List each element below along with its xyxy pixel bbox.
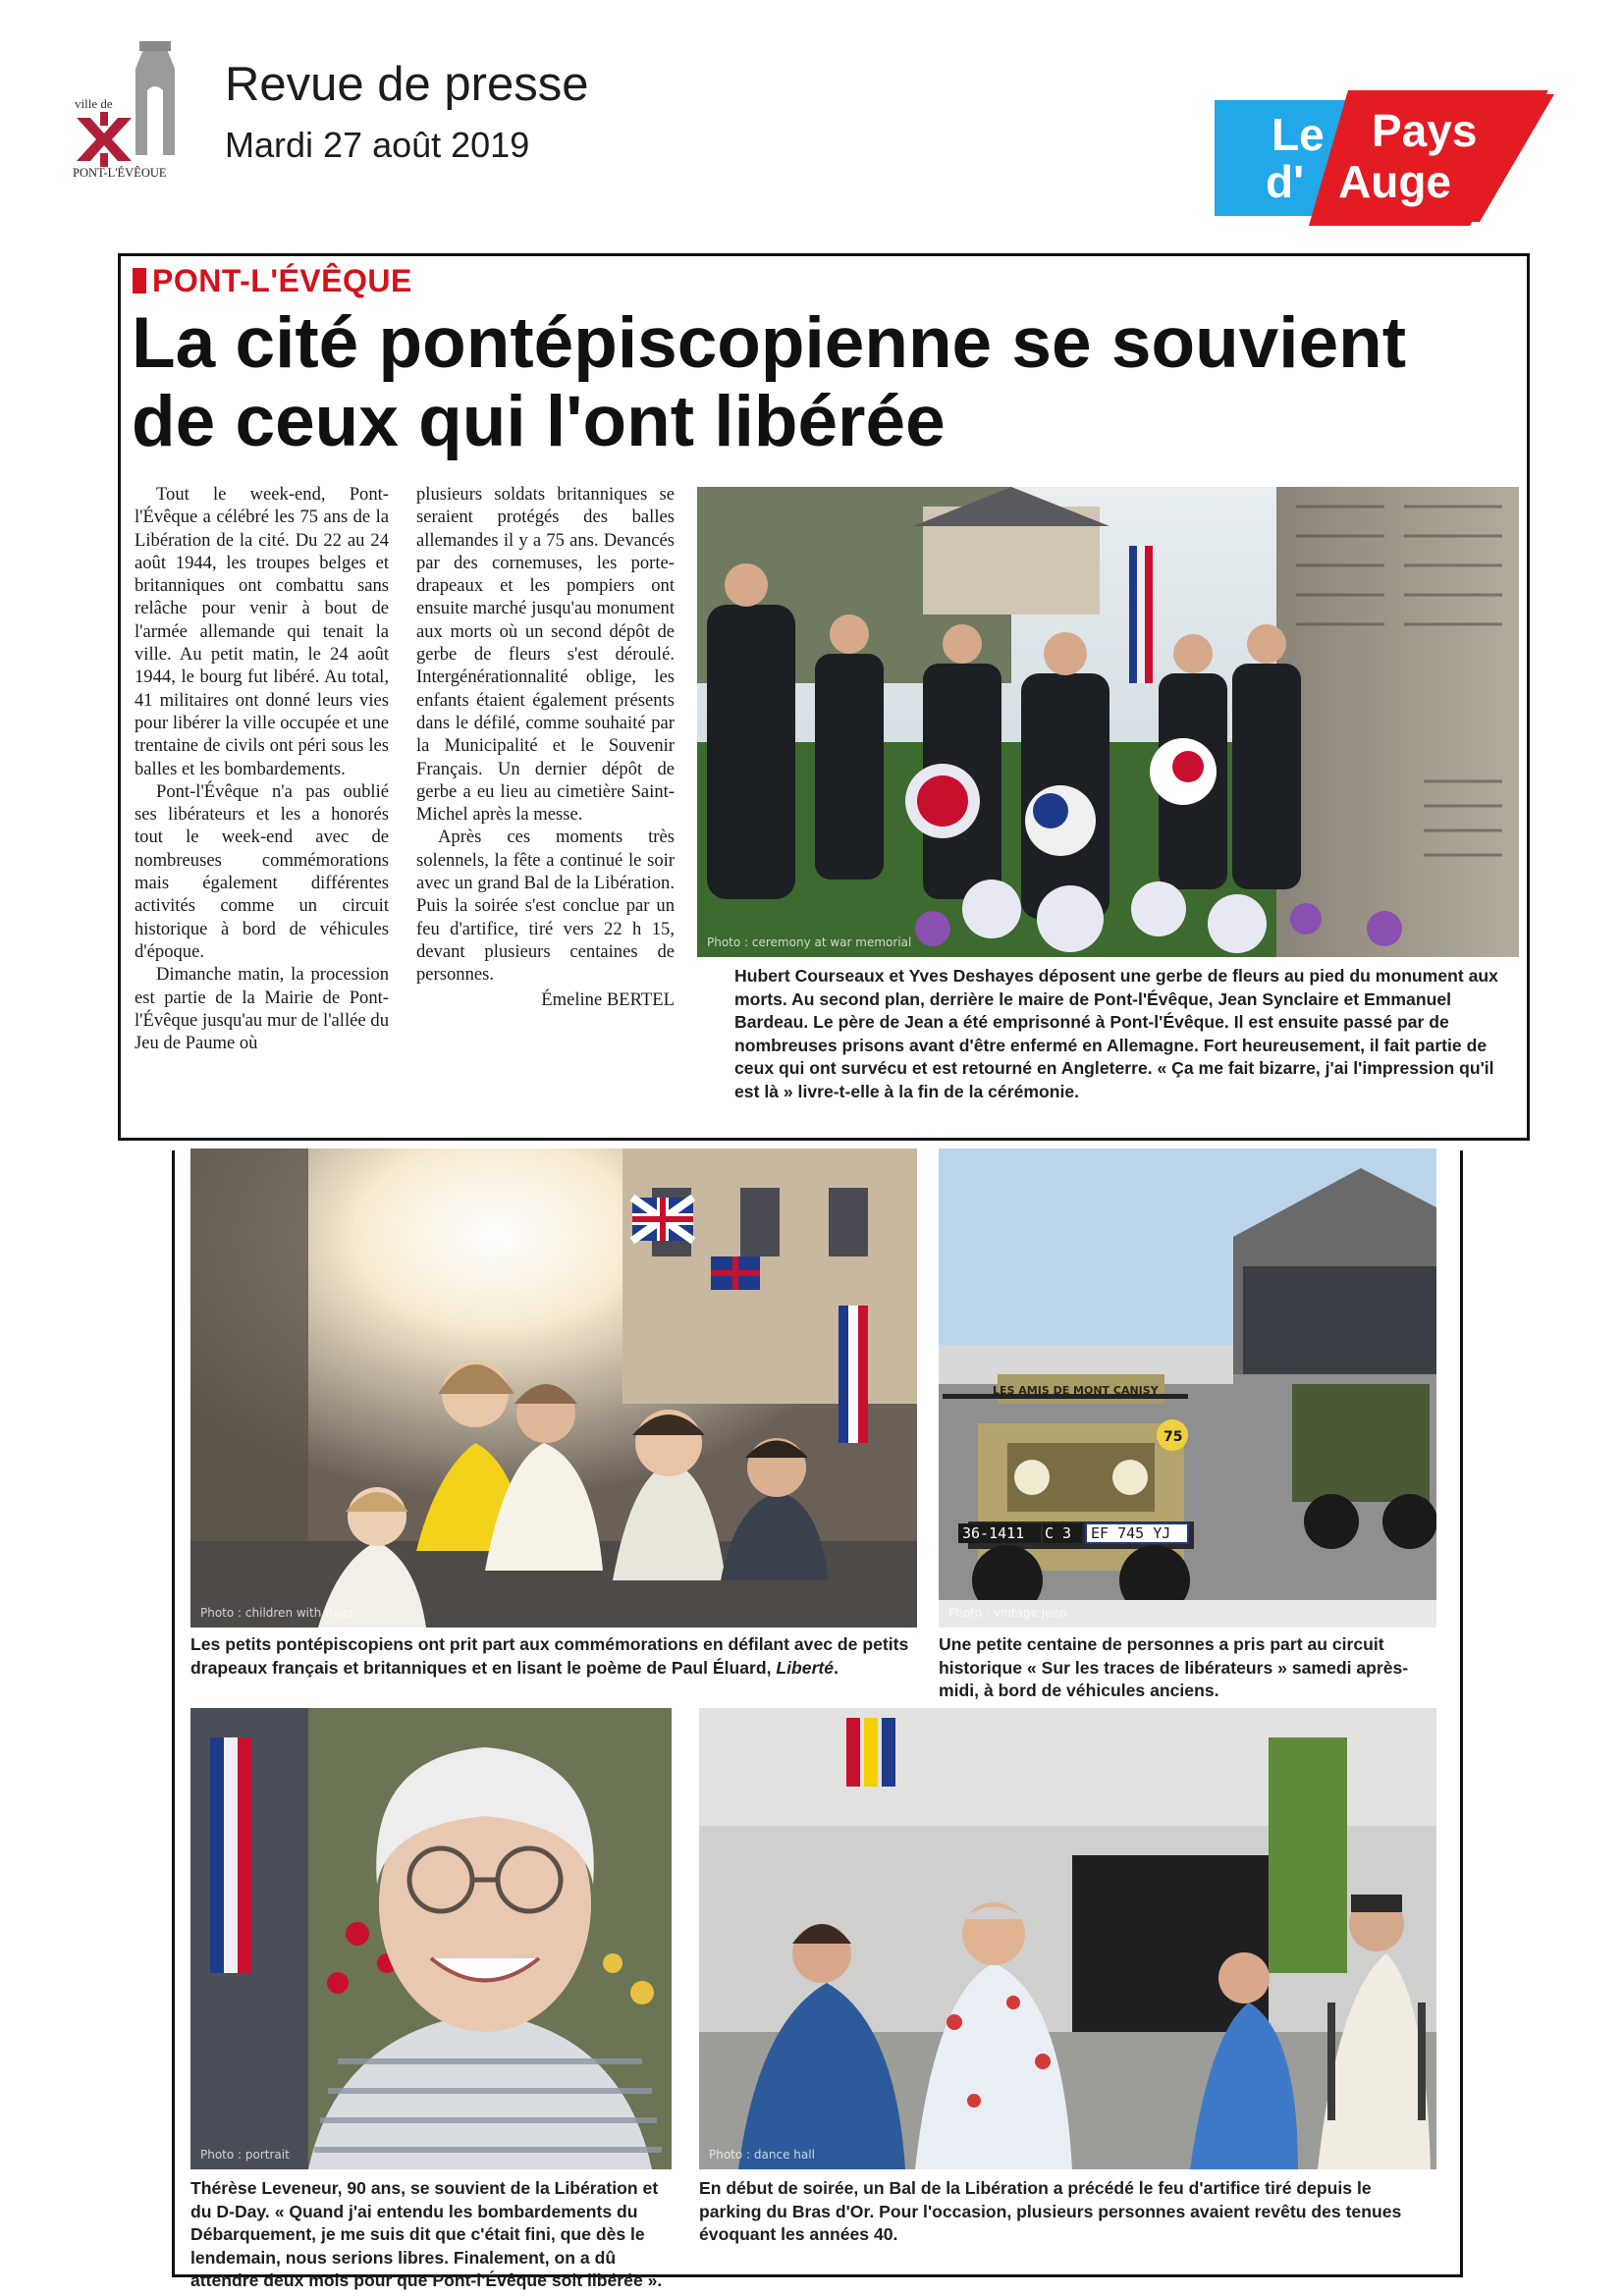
paragraph: Tout le week-end, Pont-l'Évêque a célébré les 75 ans de la Libération de la cité. Du 22 au 24 août 1944, les troupes belges et britanniques ont combattu sans relâche pour venir à bout de l'armée allemande qui tenait la ville. Au petit matin, le 24 août 1944, le bourg fut libéré. Au total, 41 militaires ont donné leurs vies pour libérer la ville occupée et une trentaine de civils ont péri sous les balles et les bombardements. [135, 484, 389, 779]
elder-photo-caption: Thérèse Leveneur, 90 ans, se souvient de la Libération et du D-Day. « Quand j'ai entendu les bombardements du Débarquement, je me suis dit que c'était fini, que dès le lendemain, nous serions libres. Finalement, on a dû attendre deux mois pour que Pont-l'Évêque soit libérée ». [190, 2178, 663, 2290]
dance-photo-caption: En début de soirée, un Bal de la Libération a précédé le feu d'artifice tiré depuis le parking du Bras d'Or. Pour l'occasion, plusieurs personnes avaient revêtu des tenues évoquant les années 40. [699, 2178, 1402, 2244]
main-photo-caption: Hubert Courseaux et Yves Deshayes déposent une gerbe de fleurs au pied du monument aux morts. Au second plan, derrière le maire de Pont-l'Évêque, Jean Synclaire et Emmanuel Bardeau. Le père de Jean a été emprisonné à Pont-l'Évêque. Il est ensuite passé par de nombreuses prisons avant d'être enfermé en Allemagne. Fort heureusement, il fait partie de ceux qui ont survécu et est retourné en Angleterre. « Ça me fait bizarre, j'ai l'impression qu'il est là » livre-t-elle à la fin de la cérémonie. [734, 966, 1498, 1101]
newspaper-logo-d: d' [1266, 156, 1305, 207]
newspaper-logo-auge: Auge [1338, 156, 1451, 207]
town-logo-name: PONT-L'ÉVÊQUE [73, 166, 167, 177]
children-caption-text: Les petits pontépiscopiens ont prit part aux commémorations en défilant avec de petits drapeaux français et britanniques et en lisant le poème de Paul Éluard, [190, 1634, 909, 1678]
newspaper-logo [1215, 90, 1558, 226]
photo-jeep [939, 1148, 1436, 1628]
jeep-plate-left: 36-1411 [962, 1524, 1025, 1542]
paragraph: Après ces moments très solennels, la fête a continué le soir avec un grand Bal de la Libération. Puis la soirée s'est conclue par un feu d'artifice, tiré vers 22 h 15, devant plusieurs centaines de personnes. [416, 827, 675, 986]
jeep-plate-mid: C 3 [1045, 1524, 1072, 1542]
paragraph: Dimanche matin, la procession est partie de la Mairie de Pont-l'Évêque jusqu'au mur de l'allée du Jeu de Paume où [135, 964, 389, 1054]
page-date: Mardi 27 août 2019 [225, 125, 530, 165]
jeep-banner: LES AMIS DE MONT CANISY [993, 1384, 1159, 1397]
photo-children [190, 1148, 917, 1628]
photo-elder-portrait [190, 1708, 672, 2169]
article-kicker [133, 263, 412, 298]
newspaper-logo-le: Le [1271, 109, 1325, 160]
jeep-badge: 75 [1163, 1429, 1183, 1445]
photo-label: Photo : portrait [200, 2148, 290, 2162]
paragraph: Pont-l'Évêque n'a pas oublié ses libérateurs et les a honorés tout le week-end avec de nombreuses commémorations mais également différentes activités comme un circuit historique à bord de véhicules d'époque. [135, 780, 389, 962]
children-caption-poem: Liberté [776, 1657, 835, 1678]
town-logo [73, 39, 200, 177]
jeep-plate-right: EF 745 YJ [1091, 1524, 1171, 1542]
photo-label: Photo : vintage jeep [948, 1606, 1067, 1620]
photo-label: Photo : ceremony at war memorial [707, 935, 912, 949]
photo-label: Photo : children with flags [200, 1606, 353, 1620]
page-title: Revue de presse [225, 58, 589, 111]
paragraph: plusieurs soldats britanniques se seraient protégés des balles allemandes il y a 75 ans. Devancés par des cornemuses, les porte-drapeaux et les pompiers ont ensuite marché jusqu'au monument aux morts où un second dépôt de gerbe de fleurs s'est déroulé. Intergénérationnalité oblige, les enfants étaient également présents dans le défilé, comme souhaité par la Municipalité et le Souvenir Français. Un dernier dépôt de gerbe a eu lieu au cimetière Saint-Michel après la messe. [416, 484, 675, 826]
children-caption-end: . [834, 1657, 839, 1678]
kicker-square [133, 268, 146, 294]
jeep-photo-caption: Une petite centaine de personnes a pris part au circuit historique « Sur les traces de libérateurs » samedi après-midi, à bord de véhicules anciens. [939, 1634, 1409, 1700]
article-headline [132, 304, 1536, 461]
photo-ceremony [697, 487, 1519, 957]
article-column-1 [135, 483, 389, 1054]
article-byline: Émeline BERTEL [541, 988, 675, 1010]
headline-line-1: La cité pontépiscopienne se souvient [132, 303, 1407, 383]
photo-dance [699, 1708, 1436, 2169]
kicker-text: PONT-L'ÉVÊQUE [152, 262, 412, 298]
children-photo-caption [190, 1633, 917, 1680]
headline-line-2: de ceux qui l'ont libérée [132, 382, 946, 461]
article-column-2 [416, 483, 675, 1011]
newspaper-logo-pays: Pays [1372, 105, 1478, 156]
town-logo-prefix: ville de [75, 96, 113, 111]
photo-label: Photo : dance hall [709, 2148, 815, 2162]
